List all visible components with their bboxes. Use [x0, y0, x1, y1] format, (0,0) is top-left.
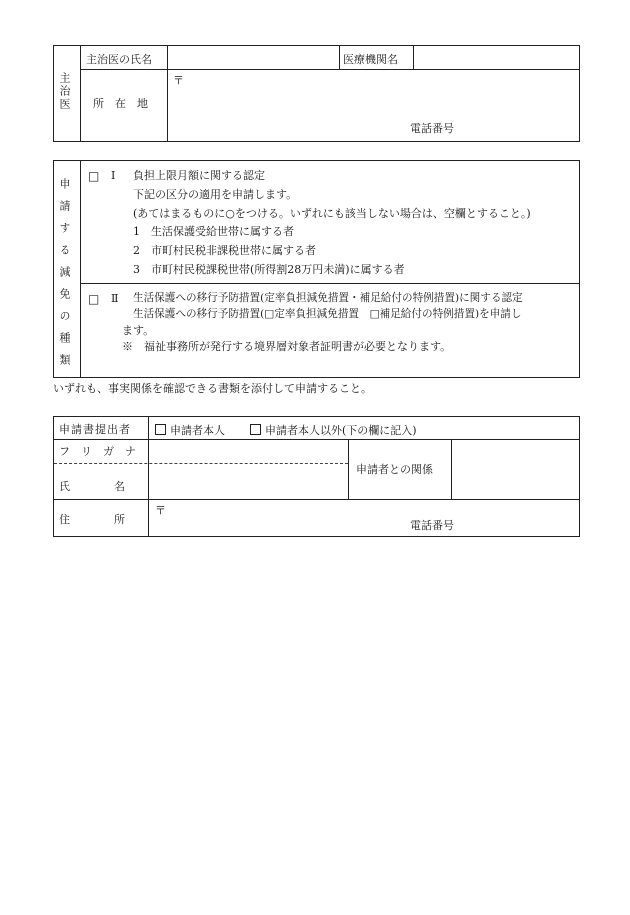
checkbox-other[interactable] — [250, 424, 261, 435]
option2-numeral: Ⅱ — [111, 292, 119, 305]
option-other-label: 申請者本人以外(下の欄に記入) — [265, 424, 417, 437]
submitter-option-self[interactable] — [155, 424, 225, 436]
furigana-field[interactable] — [150, 440, 345, 461]
furigana-label: フ リ ガ ナ — [59, 445, 136, 458]
checkbox-self[interactable] — [155, 424, 166, 435]
option1-item-2[interactable]: 2 市町村民税非課税世帯に属する者 — [133, 244, 316, 257]
option2-title: 生活保護への移行予防措置(定率負担減免措置・補足給付の特例措置)に関する認定 — [133, 292, 523, 304]
relation-field[interactable] — [453, 440, 578, 497]
submitter-name-label: 氏 名 — [59, 480, 125, 493]
submitter-address-field[interactable] — [150, 500, 578, 535]
submitter-option-other[interactable] — [250, 424, 417, 436]
option1-item-3[interactable]: 3 市町村民税課税世帯(所得割28万円未満)に属する者 — [133, 263, 405, 276]
submitter-postal-mark: 〒 — [155, 504, 166, 517]
relation-label: 申請者との関係 — [356, 463, 433, 476]
option-self-label: 申請者本人 — [170, 424, 225, 437]
option1-line1: 下記の区分の適用を申請します。 — [133, 188, 298, 201]
submitter-address-label: 住 所 — [59, 513, 125, 526]
institution-label: 医療機関名 — [343, 53, 398, 66]
reduction-side-label: 申請する減免の種類 — [58, 178, 71, 376]
doctor-address-label: 所 在 地 — [93, 97, 148, 110]
option2-line2: ます。 — [122, 324, 155, 337]
doctor-side-label: 主治医 — [58, 72, 71, 111]
option2-note: ※ 福祉事務所が発行する境界層対象者証明書が必要となります。 — [122, 340, 452, 353]
option2-line1: 生活保護への移行予防措置(□定率負担減免措置 □補足給付の特例措置)を申請し — [133, 308, 522, 320]
submitter-name-field[interactable] — [150, 464, 345, 497]
option2-checkbox[interactable]: □ — [88, 292, 100, 306]
doctor-address-field[interactable] — [168, 70, 578, 140]
doctor-phone-label: 電話番号 — [410, 122, 454, 135]
submitter-phone-label: 電話番号 — [410, 519, 454, 532]
option1-title: 負担上限月額に関する認定 — [133, 169, 265, 182]
option1-numeral: Ⅰ — [111, 169, 116, 182]
option1-line2: (あてはまるものに○をつける。いずれにも該当しない場合は、空欄とすること。) — [133, 207, 531, 220]
option1-item-1[interactable]: 1 生活保護受給世帯に属する者 — [133, 225, 294, 238]
attachment-notice: いずれも、事実関係を確認できる書類を添付して申請すること。 — [53, 382, 372, 395]
option1-checkbox[interactable]: □ — [88, 169, 100, 183]
doctor-name-field[interactable] — [168, 47, 337, 67]
institution-field[interactable] — [414, 47, 578, 67]
doctor-postal-mark: 〒 — [173, 74, 184, 87]
doctor-name-label: 主治医の氏名 — [86, 53, 152, 66]
submitter-label: 申請書提出者 — [59, 423, 131, 436]
